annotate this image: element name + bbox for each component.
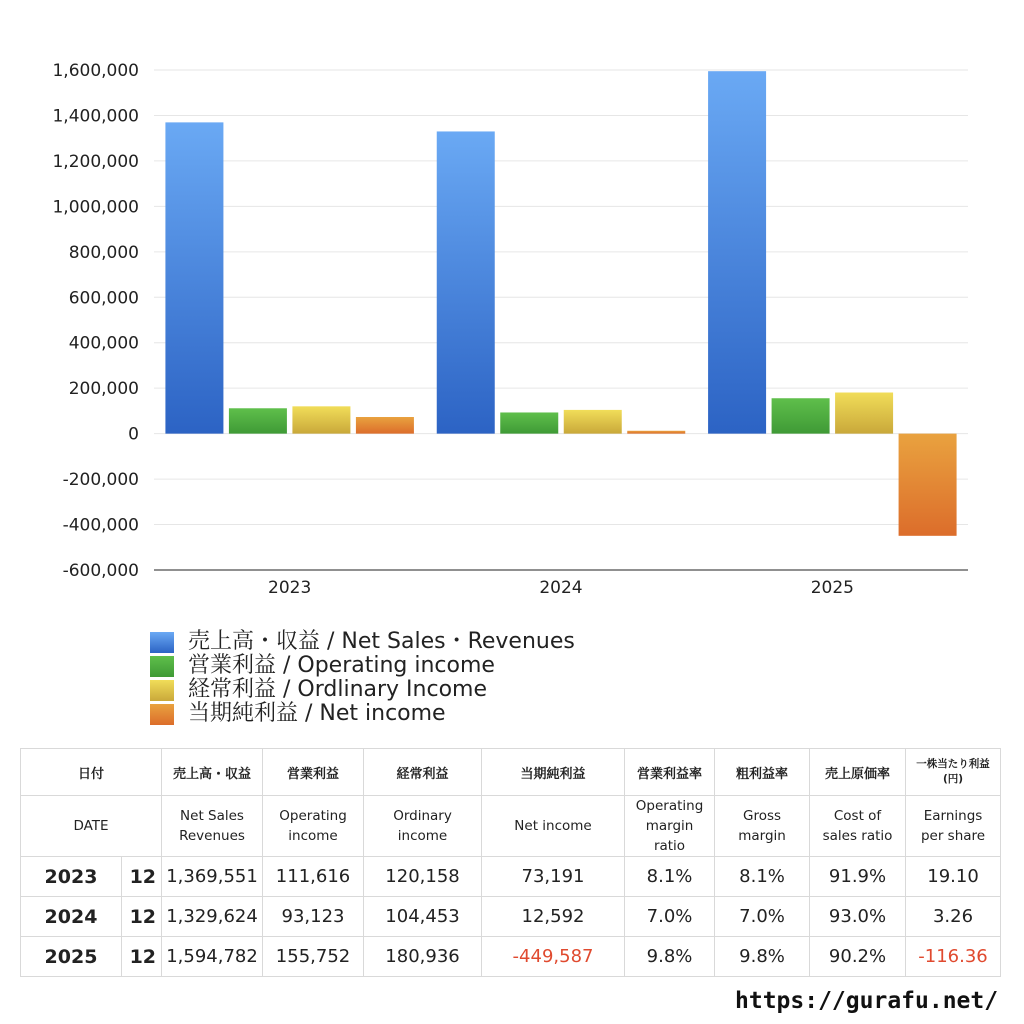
bar-net-income [356,417,414,434]
header-operating-margin-en [625,796,715,857]
header-operating-income-en-1: Operating [279,808,347,824]
header-operating-income-jp: 営業利益 [263,749,364,796]
bar-net-sales [165,122,223,433]
header-cost-ratio-en-2: sales ratio [822,828,893,844]
header-operating-income-en [263,796,364,857]
cell-cost-ratio: 91.9% [810,857,906,897]
cell-month: 12 [122,937,162,977]
cell-month: 12 [122,897,162,937]
table-row [21,897,1001,937]
header-net-sales-en-2: Revenues [179,828,245,844]
header-ordinary-income-en-1: Ordinary [393,808,452,824]
y-tick-label: 600,000 [68,288,139,309]
y-tick-label: -200,000 [62,470,139,491]
cell-year: 2023 [21,857,122,897]
legend-swatch-net-income [150,704,174,725]
bar-ordinary-income [564,410,622,434]
cell-net-sales: 1,369,551 [162,857,263,897]
cell-ordinary-income: 104,453 [364,897,482,937]
cell-eps: -116.36 [906,937,1001,977]
bar-net-income [627,431,685,434]
legend-label-operating-income: 営業利益 / Operating income [188,653,495,678]
cell-ordinary-income: 180,936 [364,937,482,977]
y-tick-label: 800,000 [68,242,139,263]
header-gross-margin-en-1: Gross [742,808,782,824]
bar-net-income [899,434,957,536]
header-net-sales-en [162,796,263,857]
y-tick-label: 1,400,000 [52,106,139,127]
y-tick-label: 1,600,000 [52,61,139,81]
header-net-sales-en-1: Net Sales [180,808,244,824]
header-operating-margin-jp: 営業利益率 [625,749,715,796]
header-gross-margin-jp: 粗利益率 [715,749,810,796]
table-header-jp [21,749,1001,796]
y-tick-label: 400,000 [68,333,139,354]
cell-operating-income: 111,616 [263,857,364,897]
cell-cost-ratio: 93.0% [810,897,906,937]
bar-operating-income [772,398,830,433]
header-net-sales-jp: 売上高・収益 [162,749,263,796]
header-eps-jp-line1: 一株当たり利益 [916,758,990,770]
header-ordinary-income-jp: 経常利益 [364,749,482,796]
cell-net-income: 12,592 [482,897,625,937]
header-gross-margin-en [715,796,810,857]
table-header-en [21,796,1001,857]
header-operating-margin-en-3: ratio [653,838,686,854]
header-ordinary-income-en-2: income [397,828,448,844]
cell-net-income: 73,191 [482,857,625,897]
cell-gross-margin: 7.0% [715,897,810,937]
cell-gross-margin: 8.1% [715,857,810,897]
header-gross-margin-en-2: margin [738,828,786,844]
cell-net-sales: 1,329,624 [162,897,263,937]
cell-eps: 19.10 [906,857,1001,897]
header-eps-en-1: Earnings [923,808,983,824]
legend-swatch-net-sales [150,632,174,653]
cell-net-sales: 1,594,782 [162,937,263,977]
chart-legend [150,630,575,726]
financial-table [20,748,1001,977]
cell-operating-margin: 9.8% [625,937,715,977]
header-cost-ratio-en-1: Cost of [833,808,882,824]
legend-label-net-income: 当期純利益 / Net income [188,701,446,726]
legend-label-ordinary-income: 経常利益 / Ordlinary Income [188,677,487,702]
header-net-income-en: Net income [482,796,625,857]
y-tick-label: -400,000 [62,515,139,536]
y-tick-label: 1,200,000 [52,151,139,172]
bar-operating-income [500,412,558,433]
cell-cost-ratio: 90.2% [810,937,906,977]
header-operating-income-en-2: income [288,828,338,844]
legend-item-net-sales [150,630,575,654]
header-ordinary-income-en [364,796,482,857]
cell-operating-income: 93,123 [263,897,364,937]
header-eps-jp-line2: (円) [942,773,964,785]
table-row [21,937,1001,977]
bar-ordinary-income [835,393,893,434]
bar-operating-income [229,408,287,433]
header-eps-en-2: per share [920,828,986,844]
header-eps-jp [906,749,1001,796]
y-tick-label: 1,000,000 [52,197,139,218]
bar-net-sales [437,131,495,433]
x-tick-label: 2023 [268,578,312,598]
header-eps-en [906,796,1001,857]
header-date-jp: 日付 [21,749,162,796]
legend-swatch-operating-income [150,656,174,677]
source-url[interactable]: https://gurafu.net/ [735,988,999,1014]
cell-net-income: -449,587 [482,937,625,977]
x-tick-label: 2025 [810,578,854,598]
legend-swatch-ordinary-income [150,680,174,701]
cell-operating-margin: 7.0% [625,897,715,937]
cell-ordinary-income: 120,158 [364,857,482,897]
header-date-en: DATE [21,796,162,857]
cell-year: 2024 [21,897,122,937]
legend-item-operating-income [150,654,575,678]
y-tick-label: -600,000 [62,561,139,581]
y-tick-label: 200,000 [68,379,139,400]
table-row [21,857,1001,897]
y-tick-label: 0 [128,424,139,445]
cell-gross-margin: 9.8% [715,937,810,977]
header-operating-margin-en-1: Operating [635,798,704,814]
header-net-income-jp: 当期純利益 [482,749,625,796]
bar-ordinary-income [292,406,350,433]
legend-item-net-income [150,702,575,726]
header-cost-ratio-en [810,796,906,857]
cell-eps: 3.26 [906,897,1001,937]
x-tick-label: 2024 [539,578,583,598]
cell-operating-income: 155,752 [263,937,364,977]
cell-year: 2025 [21,937,122,977]
bar-net-sales [708,71,766,433]
cell-month: 12 [122,857,162,897]
legend-item-ordinary-income [150,678,575,702]
legend-label-net-sales: 売上高・収益 / Net Sales・Revenues [188,629,575,654]
header-operating-margin-en-2: margin [645,818,694,834]
cell-operating-margin: 8.1% [625,857,715,897]
header-cost-ratio-jp: 売上原価率 [810,749,906,796]
